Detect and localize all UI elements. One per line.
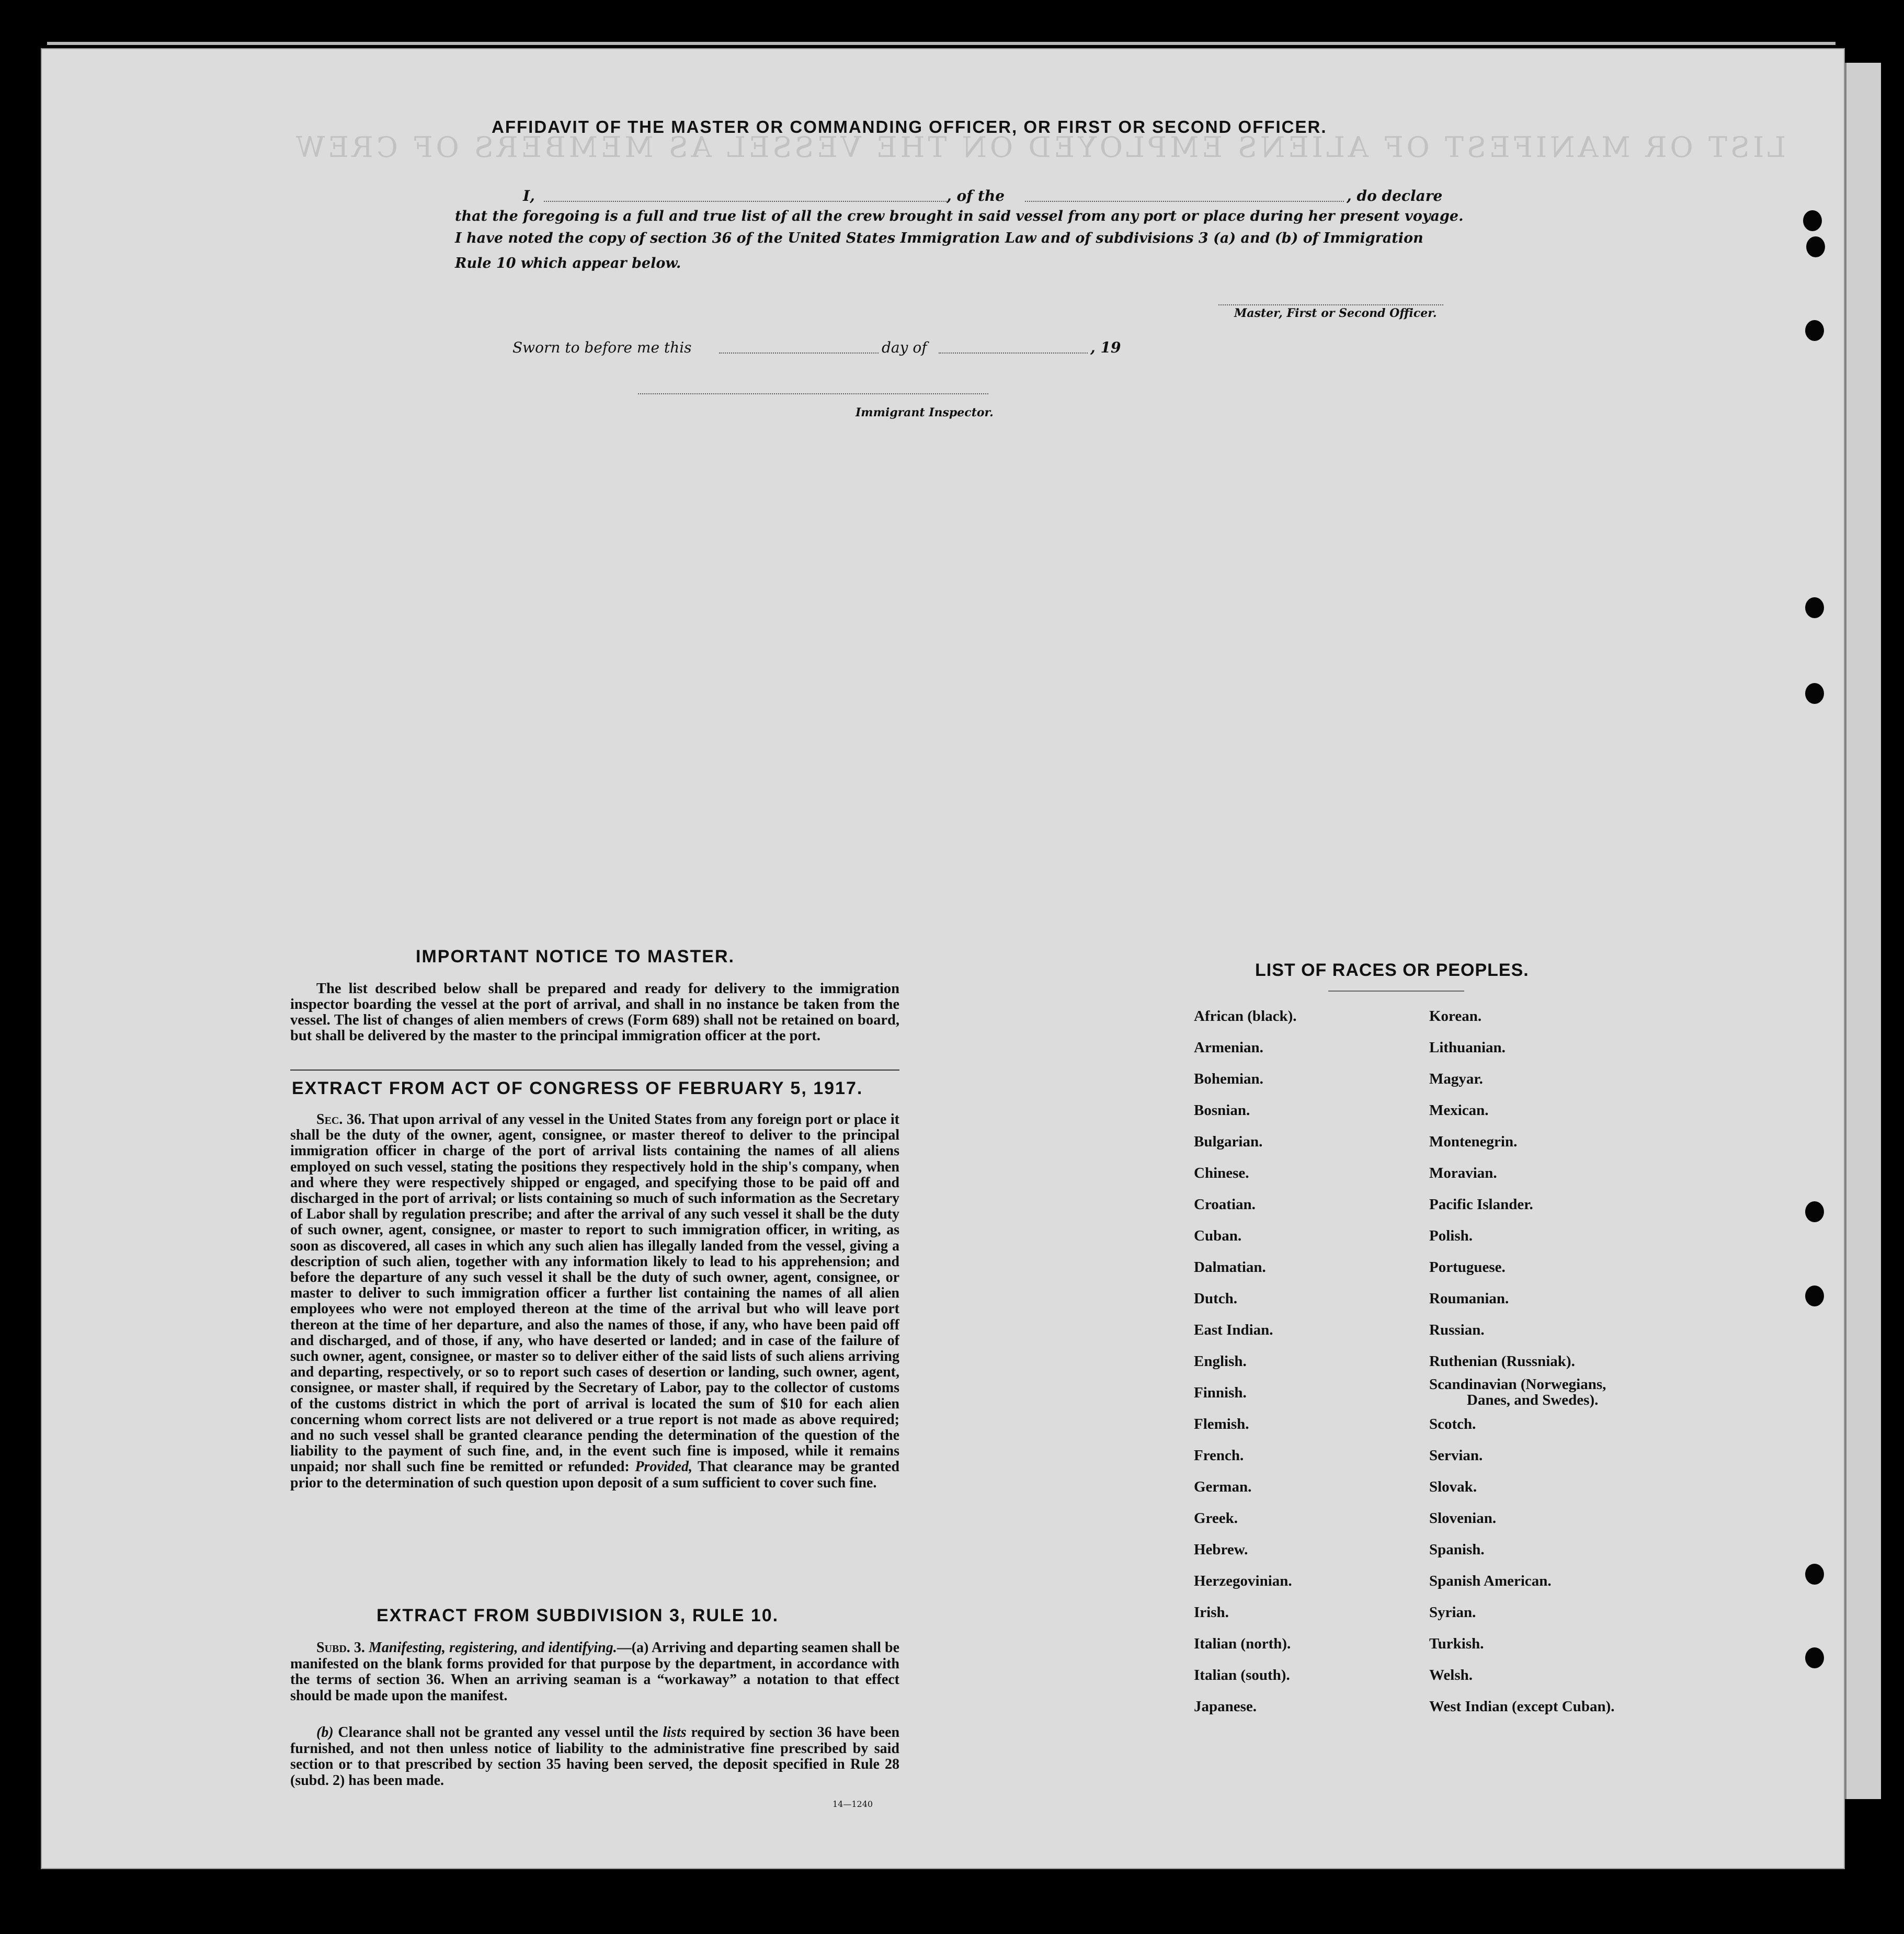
sworn-month-blank bbox=[939, 352, 1088, 354]
form-number: 14—1240 bbox=[833, 1799, 873, 1809]
race-item: Dalmatian. bbox=[1194, 1259, 1266, 1276]
affidavit-line-2: that the foregoing is a full and true list of all the crew brought in said vessel from any port or place during her present voyage. bbox=[455, 208, 1464, 224]
inspector-label: Immigrant Inspector. bbox=[856, 406, 994, 419]
master-signature-blank bbox=[1218, 304, 1443, 305]
race-item: Cuban. bbox=[1194, 1227, 1242, 1244]
race-item: Spanish American. bbox=[1429, 1573, 1552, 1589]
notice-title: IMPORTANT NOTICE TO MASTER. bbox=[416, 947, 735, 966]
race-item: Herzegovinian. bbox=[1194, 1573, 1292, 1589]
race-item: Montenegrin. bbox=[1429, 1133, 1518, 1150]
race-item: Croatian. bbox=[1194, 1196, 1256, 1213]
rule-subd-label: Subd. 3. bbox=[316, 1640, 365, 1656]
punch-hole bbox=[1805, 1201, 1824, 1222]
races-left-column bbox=[1194, 1007, 1297, 1729]
act-section-36 bbox=[290, 1112, 899, 1491]
rule-subd-heading: Manifesting, registering, and identifying. bbox=[368, 1640, 617, 1656]
race-item: Scandinavian (Norwegians, bbox=[1429, 1376, 1606, 1393]
rule-subd-b bbox=[290, 1725, 899, 1789]
race-item: Italian (south). bbox=[1194, 1667, 1290, 1683]
race-item: Bulgarian. bbox=[1194, 1133, 1263, 1150]
race-item: Slovak. bbox=[1429, 1478, 1477, 1495]
punch-hole bbox=[1805, 1647, 1824, 1668]
race-item: Welsh. bbox=[1429, 1667, 1473, 1683]
punch-hole bbox=[1806, 236, 1825, 257]
race-item: Italian (north). bbox=[1194, 1635, 1291, 1652]
punch-hole bbox=[1805, 1564, 1824, 1585]
race-item-continued: Danes, and Swedes). bbox=[1467, 1392, 1599, 1408]
race-item: English. bbox=[1194, 1353, 1247, 1370]
sworn-label: Sworn to before me this bbox=[512, 339, 692, 356]
rule-subd-a bbox=[290, 1640, 899, 1704]
rule-b-lists: lists bbox=[663, 1724, 687, 1740]
race-item: Servian. bbox=[1429, 1447, 1483, 1464]
rule-b-label: (b) bbox=[316, 1724, 334, 1740]
race-item: Hebrew. bbox=[1194, 1541, 1248, 1558]
bleed-through-heading: LIST OR MANIFEST OF ALIENS EMPLOYED ON THE VESSEL AS MEMBERS OF CREW bbox=[293, 131, 1786, 164]
races-right-column bbox=[1429, 1007, 1615, 1729]
race-item: Moravian. bbox=[1429, 1165, 1497, 1181]
race-item: Bohemian. bbox=[1194, 1071, 1263, 1087]
race-item: Ruthenian (Russniak). bbox=[1429, 1353, 1575, 1370]
races-title-rule bbox=[1328, 991, 1464, 992]
act-provided: Provided, bbox=[635, 1459, 692, 1475]
act-body: That upon arrival of any vessel in the United States from any foreign port or place it shall be the duty of the owner, agent, consignee, or master thereof to deliver to the principal immigration officer in charge of the port of arrival lists containing the names of all aliens employed on such vessel, stating the positions they respectively hold in the ship's company, when and where they were respectively shipped or engaged, and specifying those to be paid off and discharged in the port of arrival; or lists containing so much of such information as the Secretary of Labor shall by regulation prescribe; and after the arrival of any such vessel it shall be the duty of such owner, agent, consignee, or master to report to such immigration officer, in writing, as soon as discovered, all cases in which any such alien has illegally landed from the vessel, giving a description of such alien, together with any information likely to lead to his apprehension; and before the departure of any such vessel it shall be the duty of such owner, agent, consignee, or master to deliver to such immigration officer a further list containing the names of all alien employees who were not employed thereon at the time of the arrival but who will leave port thereon at the time of her departure, and also the names of those, if any, who have been paid off and discharged, and of those, if any, who have deserted or landed; and in case of the failure of such owner, agent, consignee, or master so to deliver either of the said lists of such aliens arriving and departing, respectively, or so to report such cases of desertion or landing, such owner, agent, consignee, or master shall, if required by the Secretary of Labor, pay to the collector of customs of the customs district in which the port of arrival is located the sum of $10 for each alien concerning whom correct lists are not delivered or a true report is not made as above required; and no such vessel shall be granted clearance pending the determination of the question of the liability to the payment of such fine, and, in the event such fine is imposed, while it remains unpaid; nor shall such fine be remitted or refunded: bbox=[290, 1111, 899, 1475]
race-item: Korean. bbox=[1429, 1008, 1482, 1025]
races-title: LIST OF RACES OR PEOPLES. bbox=[1255, 960, 1529, 980]
race-item: Irish. bbox=[1194, 1604, 1229, 1621]
act-title: EXTRACT FROM ACT OF CONGRESS OF FEBRUARY 5, 1917. bbox=[292, 1078, 863, 1098]
race-item: French. bbox=[1194, 1447, 1244, 1464]
affidavit-name-blank bbox=[544, 201, 947, 202]
race-item: Spanish. bbox=[1429, 1541, 1485, 1558]
race-item: Mexican. bbox=[1429, 1102, 1489, 1119]
rule-b-text-2: required by section 36 have been furnished, and not then unless notice of liability to the administrative fine prescribed by said section or to that prescribed by section 35 having been served, the deposit specified in Rule 28 (subd. 2) has been made. bbox=[290, 1724, 900, 1789]
punch-hole bbox=[1803, 210, 1822, 231]
sworn-day-of: day of bbox=[882, 339, 927, 356]
race-item: Turkish. bbox=[1429, 1635, 1484, 1652]
affidavit-i-label: I, bbox=[523, 187, 535, 204]
race-item: Syrian. bbox=[1429, 1604, 1476, 1621]
affidavit-do-declare: , do declare bbox=[1347, 187, 1443, 204]
race-item: Russian. bbox=[1429, 1322, 1485, 1338]
punch-hole bbox=[1805, 1285, 1824, 1306]
race-item: Chinese. bbox=[1194, 1165, 1249, 1181]
race-item: Roumanian. bbox=[1429, 1290, 1509, 1307]
page-right-edge bbox=[1845, 63, 1881, 1799]
inspector-signature-blank bbox=[638, 393, 988, 394]
race-item: Slovenian. bbox=[1429, 1510, 1497, 1527]
race-item: German. bbox=[1194, 1478, 1252, 1495]
race-item: Dutch. bbox=[1194, 1290, 1237, 1307]
affidavit-title: AFFIDAVIT OF THE MASTER OR COMMANDING OFFICER, OR FIRST OR SECOND OFFICER. bbox=[492, 117, 1327, 136]
affidavit-of-the: , of the bbox=[947, 187, 1005, 204]
race-item: Lithuanian. bbox=[1429, 1039, 1506, 1056]
race-item: Armenian. bbox=[1194, 1039, 1263, 1056]
punch-hole bbox=[1805, 597, 1824, 618]
rule-a-text: —(a) Arriving and departing seamen shall be manifested on the blank forms provided for that purpose by the department, in accordance with the terms of section 36. When an arriving seaman is a “workaway” a notation to that effect should be made upon the manifest. bbox=[290, 1640, 900, 1704]
notice-text: The list described below shall be prepared and ready for delivery to the immigration inspector boarding the vessel at the port of arrival, and shall in no instance be taken from the vessel. The list of changes of alien members of crews (Form 689) shall not be retained on board, but shall be delivered by the master to the principal immigration officer at the port. bbox=[290, 981, 899, 1044]
race-item: African (black). bbox=[1194, 1008, 1297, 1025]
rule-b-text-1: Clearance shall not be granted any vessel until the bbox=[338, 1724, 658, 1740]
race-item: Greek. bbox=[1194, 1510, 1238, 1527]
affidavit-line-4: Rule 10 which appear below. bbox=[455, 255, 681, 271]
race-item: Flemish. bbox=[1194, 1416, 1249, 1432]
punch-hole bbox=[1805, 320, 1824, 341]
affidavit-vessel-blank bbox=[1025, 201, 1344, 202]
master-signature-label: Master, First or Second Officer. bbox=[1234, 306, 1437, 320]
affidavit-line-3: I have noted the copy of section 36 of the United States Immigration Law and of subdivisions 3 (a) and (b) of Immigration bbox=[455, 230, 1423, 246]
race-item: Scotch. bbox=[1429, 1416, 1476, 1432]
race-item: Finnish. bbox=[1194, 1384, 1247, 1401]
notice-rule bbox=[290, 1070, 899, 1071]
race-item: East Indian. bbox=[1194, 1322, 1273, 1338]
act-sec-label: Sec. 36. bbox=[316, 1111, 365, 1128]
sworn-day-blank bbox=[719, 352, 879, 354]
race-item: Japanese. bbox=[1194, 1698, 1257, 1715]
race-item: Bosnian. bbox=[1194, 1102, 1250, 1119]
race-item: West Indian (except Cuban). bbox=[1429, 1698, 1615, 1715]
rule-title: EXTRACT FROM SUBDIVISION 3, RULE 10. bbox=[377, 1606, 779, 1625]
race-item: Pacific Islander. bbox=[1429, 1196, 1533, 1213]
race-item: Polish. bbox=[1429, 1227, 1473, 1244]
page-top-edge bbox=[47, 42, 1835, 45]
punch-hole bbox=[1805, 683, 1824, 704]
act-body-end: That clearance may be granted prior to the determination of such question upon deposit of a sum sufficient to cover such fine. bbox=[290, 1459, 900, 1491]
sworn-year: , 19 bbox=[1090, 339, 1121, 356]
race-item: Portuguese. bbox=[1429, 1259, 1506, 1276]
race-item: Magyar. bbox=[1429, 1071, 1483, 1087]
